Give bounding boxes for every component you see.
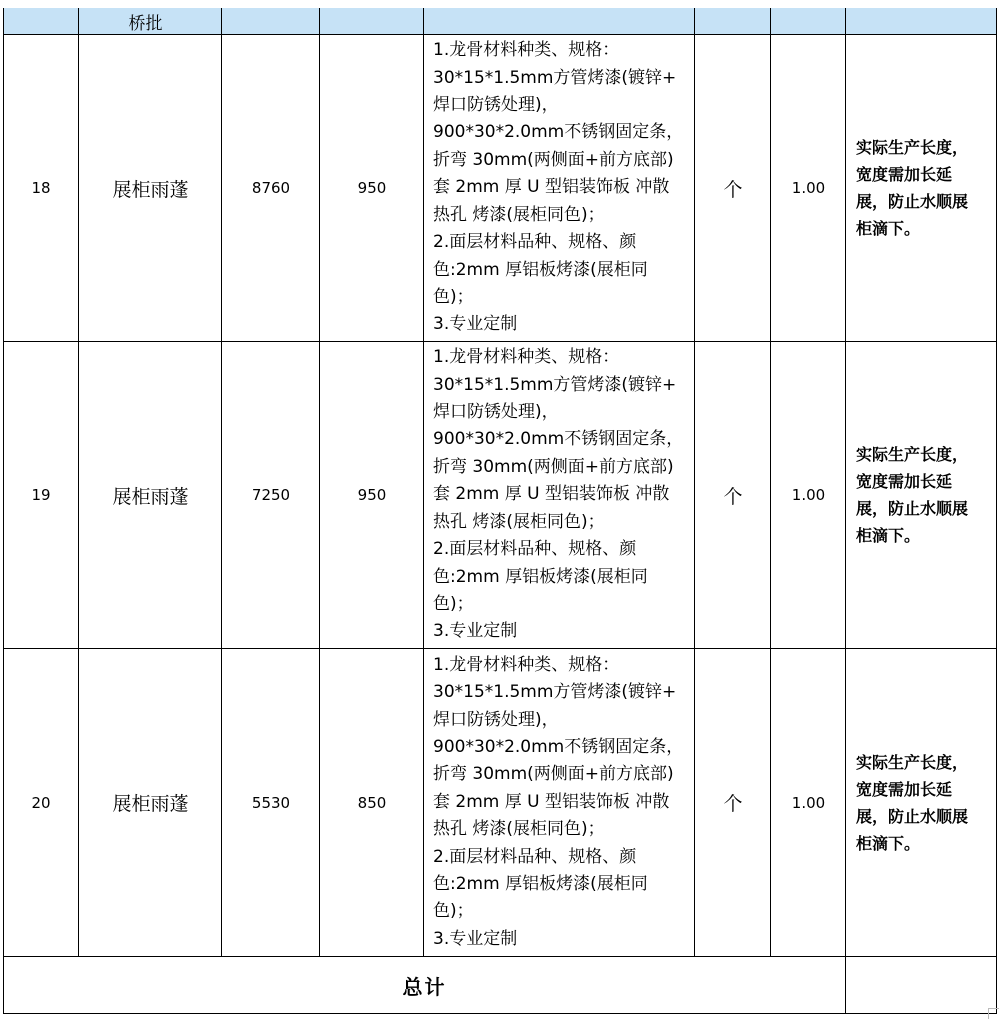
row-18-unit bbox=[695, 35, 771, 341]
spec-line: 30*15*1.5mm方管烤漆(镀锌+ bbox=[433, 682, 677, 703]
length-value: 8760 bbox=[251, 179, 291, 197]
length-value: 7250 bbox=[251, 486, 291, 504]
row-18-index bbox=[3, 35, 79, 341]
spec-line: 套 2mm 厚 U 型铝装饰板 冲散 bbox=[433, 177, 670, 198]
row-18-length bbox=[222, 35, 320, 341]
spec-line: 30*15*1.5mm方管烤漆(镀锌+ bbox=[433, 67, 677, 88]
header-cell-index bbox=[3, 8, 79, 34]
spec-line: 焊口防锈处理)， bbox=[433, 402, 559, 423]
unit-value: 个 bbox=[723, 485, 743, 508]
spec-line: 焊口防锈处理)， bbox=[433, 95, 559, 116]
note-line: 柜滴下。 bbox=[856, 526, 921, 545]
spec-line: 折弯 30mm(两侧面+前方底部) bbox=[433, 764, 674, 785]
spec-line: 套 2mm 厚 U 型铝装饰板 冲散 bbox=[433, 791, 670, 812]
spec-line: 折弯 30mm(两侧面+前方底部) bbox=[433, 149, 674, 170]
row-19-name bbox=[79, 342, 222, 648]
row-20-quantity bbox=[771, 649, 846, 956]
header-cell-length bbox=[222, 8, 320, 34]
grid-line bbox=[3, 648, 997, 649]
row-18-quantity bbox=[771, 35, 846, 341]
spec-line: 色)； bbox=[433, 286, 474, 307]
row-20-length bbox=[222, 649, 320, 956]
grid-line bbox=[3, 1013, 997, 1014]
row-20-unit bbox=[695, 649, 771, 956]
row-20-index bbox=[3, 649, 79, 956]
grid-line bbox=[319, 8, 320, 957]
note-line: 展，防止水顺展 bbox=[856, 499, 969, 518]
spec-line: 3.专业定制 bbox=[433, 928, 518, 949]
row-18-note bbox=[846, 35, 996, 341]
note-line: 宽度需加长延 bbox=[856, 165, 953, 184]
quantity-value: 1.00 bbox=[791, 486, 826, 504]
page-corner-mark bbox=[988, 1008, 999, 1019]
row-18-spec bbox=[424, 35, 695, 341]
note-line: 实际生产长度， bbox=[856, 445, 969, 464]
row-20-width bbox=[320, 649, 424, 956]
grid-line bbox=[770, 8, 771, 957]
width-value: 950 bbox=[357, 486, 387, 504]
spec-line: 色)； bbox=[433, 901, 474, 922]
spec-line: 30*15*1.5mm方管烤漆(镀锌+ bbox=[433, 374, 677, 395]
note-line: 实际生产长度， bbox=[856, 752, 969, 772]
note-line: 展，防止水顺展 bbox=[856, 192, 969, 211]
row-20-spec bbox=[424, 649, 695, 956]
grid-line bbox=[694, 8, 695, 957]
spec-line: 色:2mm 厚铝板烤漆(展柜同 bbox=[433, 874, 648, 895]
row-20-name bbox=[79, 649, 222, 956]
row-20-note bbox=[846, 649, 996, 956]
grid-line bbox=[221, 8, 222, 957]
grid-line bbox=[3, 341, 997, 342]
row-19-unit bbox=[695, 342, 771, 648]
length-value: 5530 bbox=[251, 793, 291, 812]
spec-line: 色)； bbox=[433, 593, 474, 614]
spec-line: 热孔 烤漆(展柜同色)； bbox=[433, 204, 605, 225]
grid-line bbox=[423, 8, 424, 957]
width-value: 850 bbox=[357, 793, 387, 812]
total-value-cell bbox=[846, 957, 996, 1013]
spec-line: 900*30*2.0mm不锈钢固定条， bbox=[433, 736, 684, 757]
note-line: 宽度需加长延 bbox=[856, 472, 953, 491]
index-value: 18 bbox=[31, 179, 51, 197]
note-line: 宽度需加长延 bbox=[856, 779, 953, 799]
note-line: 柜滴下。 bbox=[856, 833, 921, 853]
index-value: 20 bbox=[31, 793, 51, 812]
row-19-note bbox=[846, 342, 996, 648]
grid-line bbox=[845, 8, 846, 1014]
spec-line: 焊口防锈处理)， bbox=[433, 709, 559, 730]
spec-line: 900*30*2.0mm不锈钢固定条， bbox=[433, 429, 684, 450]
name-value: 展柜雨蓬 bbox=[112, 485, 189, 508]
grid-line bbox=[3, 8, 4, 1014]
spec-line: 2.面层材料品种、规格、颜 bbox=[433, 846, 637, 867]
spec-line: 3.专业定制 bbox=[433, 621, 518, 642]
grid-line bbox=[996, 8, 997, 1014]
spec-line: 2.面层材料品种、规格、颜 bbox=[433, 232, 637, 253]
spec-line: 热孔 烤漆(展柜同色)； bbox=[433, 819, 605, 840]
row-19-length bbox=[222, 342, 320, 648]
spec-line: 1.龙骨材料种类、规格： bbox=[433, 654, 620, 675]
header-label: 桥批 bbox=[128, 13, 163, 34]
spec-line: 1.龙骨材料种类、规格： bbox=[433, 347, 620, 368]
row-19-quantity bbox=[771, 342, 846, 648]
header-cell-quantity bbox=[771, 8, 846, 34]
note-line: 柜滴下。 bbox=[856, 219, 921, 238]
grid-line bbox=[78, 8, 79, 957]
name-value: 展柜雨蓬 bbox=[112, 178, 189, 201]
note-line: 展，防止水顺展 bbox=[856, 806, 969, 826]
spec-line: 色:2mm 厚铝板烤漆(展柜同 bbox=[433, 259, 648, 280]
unit-value: 个 bbox=[723, 793, 743, 815]
spec-line: 折弯 30mm(两侧面+前方底部) bbox=[433, 456, 674, 477]
index-value: 19 bbox=[31, 486, 51, 504]
row-19-spec bbox=[424, 342, 695, 648]
grid-line bbox=[3, 956, 997, 957]
width-value: 950 bbox=[357, 179, 387, 197]
quantity-value: 1.00 bbox=[791, 179, 826, 197]
row-19-index bbox=[3, 342, 79, 648]
spec-line: 热孔 烤漆(展柜同色)； bbox=[433, 511, 605, 532]
quantity-value: 1.00 bbox=[791, 793, 826, 812]
spec-line: 2.面层材料品种、规格、颜 bbox=[433, 539, 637, 560]
spec-line: 色:2mm 厚铝板烤漆(展柜同 bbox=[433, 566, 648, 587]
header-cell-width bbox=[320, 8, 424, 34]
grid-line bbox=[3, 34, 997, 35]
header-cell-name bbox=[79, 8, 222, 34]
spec-line: 3.专业定制 bbox=[433, 314, 518, 335]
spec-line: 套 2mm 厚 U 型铝装饰板 冲散 bbox=[433, 484, 670, 505]
spec-line: 1.龙骨材料种类、规格： bbox=[433, 40, 620, 61]
row-18-name bbox=[79, 35, 222, 341]
header-cell-spec bbox=[424, 8, 695, 34]
header-cell-unit bbox=[695, 8, 771, 34]
total-label-cell bbox=[3, 957, 846, 1013]
name-value: 展柜雨蓬 bbox=[112, 793, 189, 815]
row-18-width bbox=[320, 35, 424, 341]
spec-line: 900*30*2.0mm不锈钢固定条， bbox=[433, 122, 684, 143]
note-line: 实际生产长度， bbox=[856, 138, 969, 157]
row-19-width bbox=[320, 342, 424, 648]
total-label: 总计 bbox=[402, 974, 447, 999]
header-cell-note bbox=[846, 8, 996, 34]
unit-value: 个 bbox=[723, 178, 743, 201]
